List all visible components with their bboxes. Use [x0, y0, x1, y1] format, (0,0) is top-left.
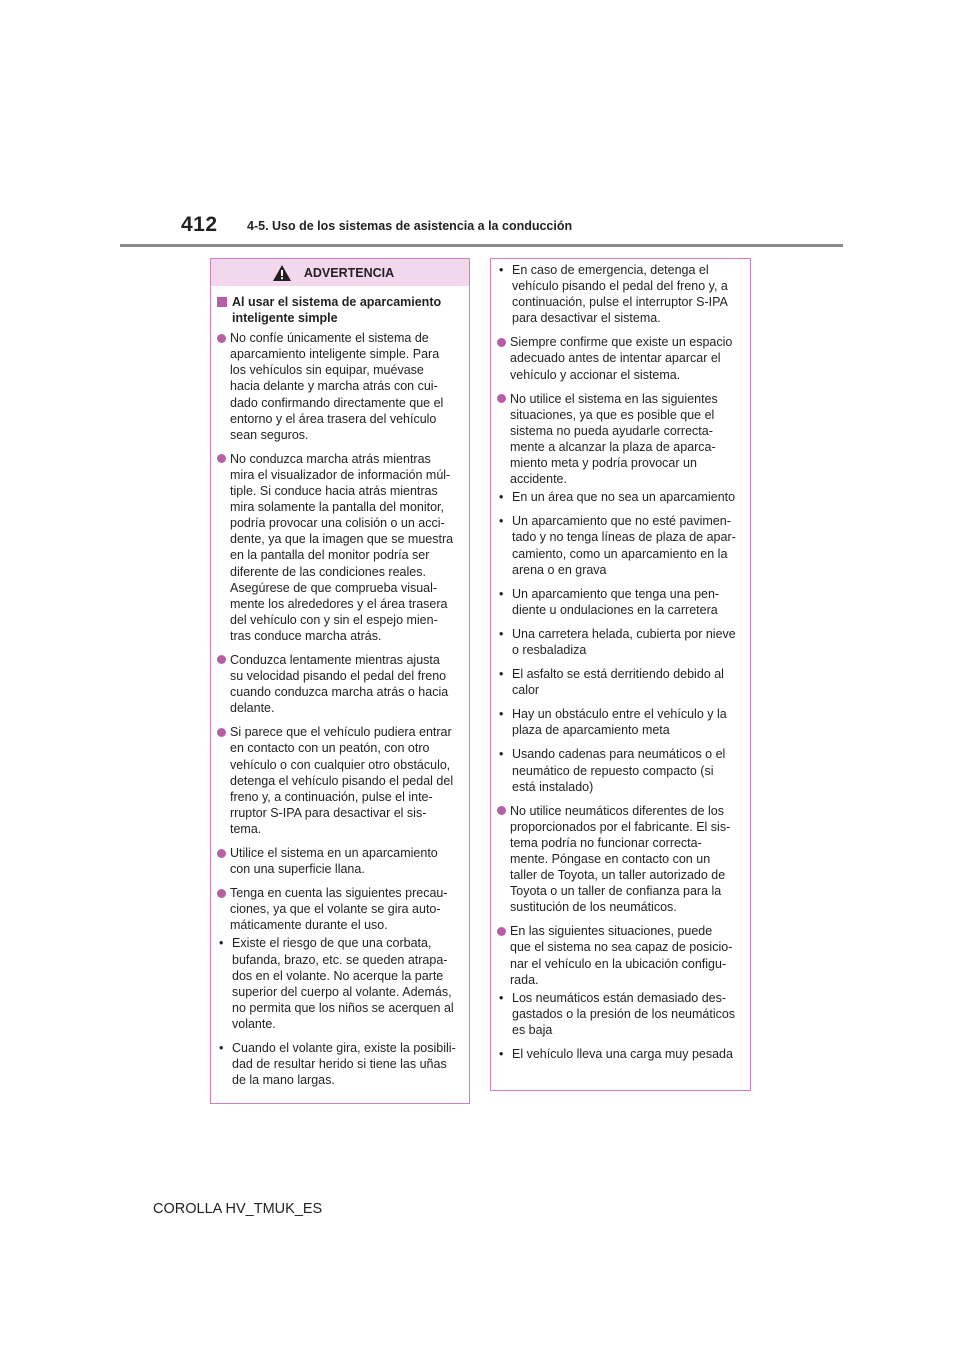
circle-bullet-icon [497, 927, 506, 936]
warning-section-title: Al usar el sistema de aparcamiento inteligente simple [217, 294, 461, 326]
dot-bullet-icon: • [499, 747, 504, 762]
dot-bullet-icon: • [219, 936, 224, 951]
warning-subitem: • Cuando el volante gira, existe la posibili- dad de resultar herido si tiene las uñas de la mano largas. [219, 1041, 456, 1088]
warning-item: Tenga en cuenta las siguientes precau- ciones, ya que el volante se gira auto- máticamente durante el uso. [217, 885, 461, 933]
dot-bullet-icon: • [499, 626, 504, 641]
warning-triangle-icon [272, 264, 292, 282]
dot-bullet-icon: • [499, 586, 504, 601]
warning-item: Si parece que el vehículo pudiera entrar en contacto con un peatón, con otro vehículo o con cualquier otro obstáculo, detenga el vehículo pisando el pedal del freno y, a continuación, pulse el inte- rruptor S-IPA para desactivar el sis- tema. [217, 724, 461, 837]
dot-bullet-icon: • [499, 1047, 504, 1062]
circle-bullet-icon [217, 454, 226, 463]
warning-subitem: • En caso de emergencia, detenga el vehículo pisando el pedal del freno y, a continuación, pulse el interruptor S-IPA para desactivar el sistema. [499, 263, 728, 326]
warning-item: Conduzca lentamente mientras ajusta su velocidad pisando el pedal del freno cuando conduzca marcha atrás o hacia delante. [217, 652, 461, 716]
warning-subitem: • Existe el riesgo de que una corbata, bufanda, brazo, etc. se queden atrapa- dos en el volante. No acerque la parte superior del cuerpo al volante. Además, no permita que los niños se acerquen al volante. [219, 936, 454, 1031]
warning-subitem: • Un aparcamiento que no esté pavimen- tado y no tenga líneas de plaza de apar- camiento, como un aparcamiento en la arena o en grava [499, 514, 736, 577]
dot-bullet-icon: • [499, 514, 504, 529]
warning-subitem: • Los neumáticos están demasiado des- gastados o la presión de los neumáticos es baja [499, 990, 736, 1037]
warning-header [211, 259, 469, 286]
circle-bullet-icon [497, 806, 506, 815]
warning-subitem: • Una carretera helada, cubierta por nieve o resbaladiza [499, 626, 736, 657]
square-bullet-icon [217, 297, 227, 307]
dot-bullet-icon: • [219, 1041, 224, 1056]
warning-item: No confíe únicamente el sistema de aparcamiento inteligente simple. Para los vehículos sin equipar, muévase hacia delante y marcha atrás con cui- dado confirmando directamente que el entorno y el área trasera del vehículo sean seguros. [217, 330, 461, 443]
circle-bullet-icon [217, 849, 226, 858]
warning-box-left [210, 258, 470, 1104]
header-divider [120, 244, 843, 247]
warning-subitem: • Hay un obstáculo entre el vehículo y la plaza de aparcamiento meta [499, 707, 727, 738]
warning-subitem: • Un aparcamiento que tenga una pen- diente u ondulaciones en la carretera [499, 586, 720, 617]
warning-subitem: • En un área que no sea un aparcamiento [499, 490, 736, 505]
warning-item: No utilice neumáticos diferentes de los proporcionados por el fabricante. El sis- tema podría no funcionar correcta- mente. Póngase en contacto con un taller de Toyota, un taller autorizado de Toyota o un taller de confianza para la sustitución de los neumáticos. [497, 803, 742, 916]
footer-code: COROLLA HV_TMUK_ES [153, 1201, 323, 1217]
dot-bullet-icon: • [499, 263, 504, 277]
warning-item: Siempre confirme que existe un espacio adecuado antes de intentar aparcar el vehículo y accionar el sistema. [497, 334, 742, 382]
warning-box-right [490, 258, 751, 1091]
dot-bullet-icon: • [499, 490, 504, 505]
circle-bullet-icon [217, 728, 226, 737]
warning-item: No utilice el sistema en las siguientes situaciones, ya que es posible que el sistema no pueda ayudarle correcta- mente a alcanzar la plaza de aparca- miento meta y podría provocar un accidente. [497, 391, 742, 488]
dot-bullet-icon: • [499, 667, 504, 682]
dot-bullet-icon: • [499, 990, 504, 1005]
page-number: 412 [181, 213, 218, 236]
warning-item: No conduzca marcha atrás mientras mira el visualizador de información múl- tiple. Si conduce hacia atrás mientras mira solamente la pantalla del monitor, podría provocar una colisión o un acci- dente, ya que la imagen que se muestra en la pantalla del monitor podría ser diferente de las condiciones reales. Asegúrese de que comprueba visual- mente los alrededores y el área trasera del vehículo con y sin el espejo mien- tras conduce marcha atrás. [217, 451, 461, 644]
circle-bullet-icon [497, 338, 506, 347]
warning-subitem: • El vehículo lleva una carga muy pesada [499, 1047, 733, 1062]
circle-bullet-icon [497, 394, 506, 403]
warning-heading: ADVERTENCIA [303, 265, 395, 280]
warning-subitem: • El asfalto se está derritiendo debido al calor [499, 667, 724, 698]
warning-subitem: • Usando cadenas para neumáticos o el neumático de repuesto compacto (si está instalado) [499, 747, 726, 794]
warning-item: En las siguientes situaciones, puede que el sistema no sea capaz de posicio- nar el vehículo en la ubicación configu- rada. [497, 923, 742, 987]
circle-bullet-icon [217, 334, 226, 343]
warning-item: Utilice el sistema en un aparcamiento con una superficie llana. [217, 845, 461, 877]
section-heading: 4-5. Uso de los sistemas de asistencia a la conducción [247, 219, 573, 233]
circle-bullet-icon [217, 889, 226, 898]
circle-bullet-icon [217, 655, 226, 664]
dot-bullet-icon: • [499, 707, 504, 722]
